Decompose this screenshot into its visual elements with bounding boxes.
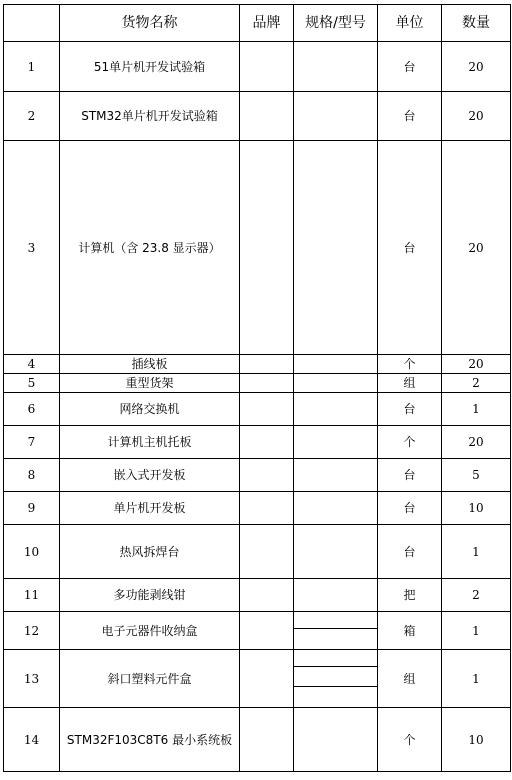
unit-cell: 个 <box>378 355 442 374</box>
row-index-cell: 6 <box>4 393 60 426</box>
brand-cell <box>240 426 294 459</box>
goods-name-cell: 斜口塑料元件盒 <box>60 650 240 708</box>
goods-name-cell: STM32单片机开发试验箱 <box>60 92 240 141</box>
quantity-cell: 1 <box>442 393 511 426</box>
goods-name-cell: 网络交换机 <box>60 393 240 426</box>
unit-cell: 箱 <box>378 612 442 650</box>
header-brand: 品牌 <box>240 5 294 42</box>
quantity-cell: 2 <box>442 374 511 393</box>
spec-model-cell <box>294 650 378 708</box>
spec-model-cell <box>294 612 378 650</box>
unit-cell: 个 <box>378 708 442 772</box>
quantity-cell: 10 <box>442 492 511 525</box>
quantity-cell: 1 <box>442 650 511 708</box>
brand-cell <box>240 355 294 374</box>
row-index-cell: 7 <box>4 426 60 459</box>
unit-cell: 把 <box>378 579 442 612</box>
row-index-cell: 12 <box>4 612 60 650</box>
goods-name-cell: 热风拆焊台 <box>60 525 240 579</box>
row-index-cell: 5 <box>4 374 60 393</box>
spec-model-cell <box>294 708 378 772</box>
spec-model-cell <box>294 525 378 579</box>
unit-cell: 台 <box>378 393 442 426</box>
quantity-cell: 2 <box>442 579 511 612</box>
spec-model-cell <box>294 393 378 426</box>
unit-cell: 组 <box>378 374 442 393</box>
quantity-cell: 1 <box>442 612 511 650</box>
unit-cell: 组 <box>378 650 442 708</box>
quantity-cell: 20 <box>442 42 511 92</box>
brand-cell <box>240 459 294 492</box>
table-row <box>4 355 511 374</box>
row-index-cell: 2 <box>4 92 60 141</box>
brand-cell <box>240 393 294 426</box>
header-row <box>4 5 511 42</box>
goods-name-cell: 51单片机开发试验箱 <box>60 42 240 92</box>
goods-name-cell: 计算机主机托板 <box>60 426 240 459</box>
brand-cell <box>240 42 294 92</box>
spec-model-cell <box>294 92 378 141</box>
unit-cell: 台 <box>378 92 442 141</box>
table-row <box>4 579 511 612</box>
row-index-cell: 11 <box>4 579 60 612</box>
table-row <box>4 141 511 355</box>
row-index-cell: 14 <box>4 708 60 772</box>
header-index <box>4 5 60 42</box>
row-index-cell: 8 <box>4 459 60 492</box>
unit-cell: 台 <box>378 525 442 579</box>
brand-cell <box>240 492 294 525</box>
spec-model-cell <box>294 141 378 355</box>
goods-name-cell: 嵌入式开发板 <box>60 459 240 492</box>
header-goods-name: 货物名称 <box>60 5 240 42</box>
unit-cell: 台 <box>378 141 442 355</box>
table-row <box>4 374 511 393</box>
row-index-cell: 9 <box>4 492 60 525</box>
quantity-cell: 20 <box>442 141 511 355</box>
table-row <box>4 525 511 579</box>
brand-cell <box>240 141 294 355</box>
row-index-cell: 3 <box>4 141 60 355</box>
quantity-cell: 1 <box>442 525 511 579</box>
row-index-cell: 10 <box>4 525 60 579</box>
unit-cell: 台 <box>378 42 442 92</box>
goods-name-cell: 重型货架 <box>60 374 240 393</box>
spec-subdivider-line <box>294 628 377 629</box>
header-quantity: 数量 <box>442 5 511 42</box>
table-row <box>4 426 511 459</box>
spec-model-cell <box>294 459 378 492</box>
brand-cell <box>240 525 294 579</box>
quantity-cell: 5 <box>442 459 511 492</box>
quantity-cell: 20 <box>442 92 511 141</box>
goods-name-cell: 电子元器件收纳盒 <box>60 612 240 650</box>
table-row <box>4 393 511 426</box>
brand-cell <box>240 650 294 708</box>
brand-cell <box>240 374 294 393</box>
unit-cell: 台 <box>378 459 442 492</box>
spec-model-cell <box>294 374 378 393</box>
spec-model-cell <box>294 426 378 459</box>
brand-cell <box>240 612 294 650</box>
header-spec-model: 规格/型号 <box>294 5 378 42</box>
quantity-cell: 20 <box>442 426 511 459</box>
goods-name-cell: STM32F103C8T6 最小系统板 <box>60 708 240 772</box>
brand-cell <box>240 579 294 612</box>
unit-cell: 个 <box>378 426 442 459</box>
table-row <box>4 708 511 772</box>
quantity-cell: 20 <box>442 355 511 374</box>
row-index-cell: 1 <box>4 42 60 92</box>
goods-name-cell: 计算机（含 23.8 显示器） <box>60 141 240 355</box>
goods-name-cell: 单片机开发板 <box>60 492 240 525</box>
spec-model-cell <box>294 492 378 525</box>
brand-cell <box>240 708 294 772</box>
goods-name-cell: 多功能剥线钳 <box>60 579 240 612</box>
row-index-cell: 4 <box>4 355 60 374</box>
table-row <box>4 492 511 525</box>
spec-model-cell <box>294 579 378 612</box>
unit-cell: 台 <box>378 492 442 525</box>
spec-model-cell <box>294 42 378 92</box>
header-unit: 单位 <box>378 5 442 42</box>
spec-subdivider-line <box>294 666 377 667</box>
spec-model-cell <box>294 355 378 374</box>
goods-name-cell: 插线板 <box>60 355 240 374</box>
table-row <box>4 612 511 650</box>
table-row <box>4 650 511 708</box>
table-row <box>4 459 511 492</box>
table-row <box>4 42 511 92</box>
spec-subdivider-line <box>294 686 377 687</box>
goods-table <box>3 4 511 772</box>
table-row <box>4 92 511 141</box>
row-index-cell: 13 <box>4 650 60 708</box>
quantity-cell: 10 <box>442 708 511 772</box>
brand-cell <box>240 92 294 141</box>
